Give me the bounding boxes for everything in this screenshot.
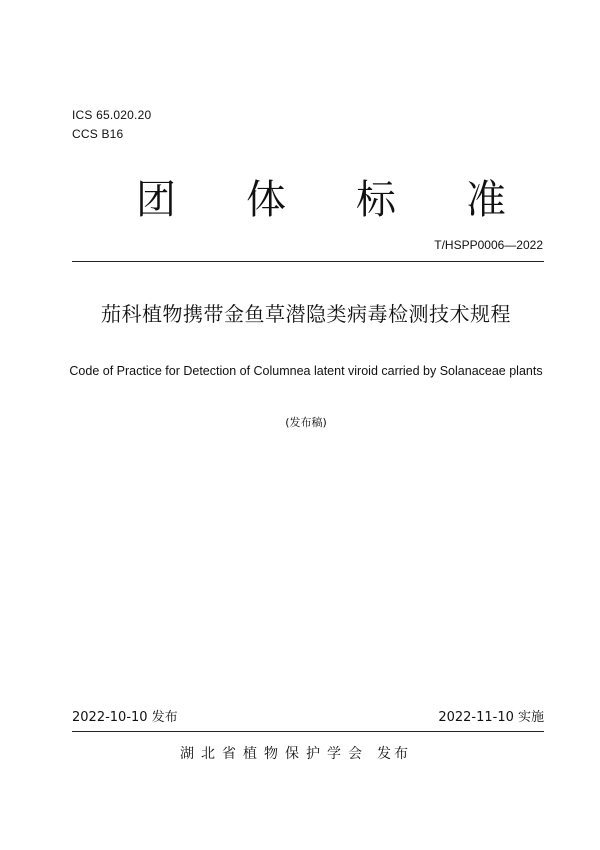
draft-status: (发布稿) (285, 416, 327, 429)
publisher-label: 发布 (377, 746, 411, 762)
standard-type-char: 标 (356, 177, 396, 223)
standard-type-char: 准 (466, 177, 506, 223)
publisher-line (180, 743, 411, 763)
standard-type-char: 体 (246, 177, 286, 223)
english-title: Code of Practice for Detection of Columnea latent viroid carried by Solanaceae plants (69, 364, 543, 378)
ccs-code: CCS B16 (72, 127, 124, 141)
standard-type-char: 团 (136, 177, 176, 223)
top-divider (72, 261, 544, 262)
publisher-name: 湖北省植物保护学会 (180, 746, 369, 762)
standard-type-heading (136, 178, 506, 222)
standard-number: T/HSPP0006—2022 (434, 238, 543, 252)
ics-code: ICS 65.020.20 (72, 108, 152, 122)
bottom-divider (72, 731, 544, 732)
implement-date: 2022-11-10 实施 (438, 710, 544, 725)
publish-date: 2022-10-10 发布 (72, 710, 178, 725)
chinese-title: 茄科植物携带金鱼草潜隐类病毒检测技术规程 (101, 302, 511, 326)
